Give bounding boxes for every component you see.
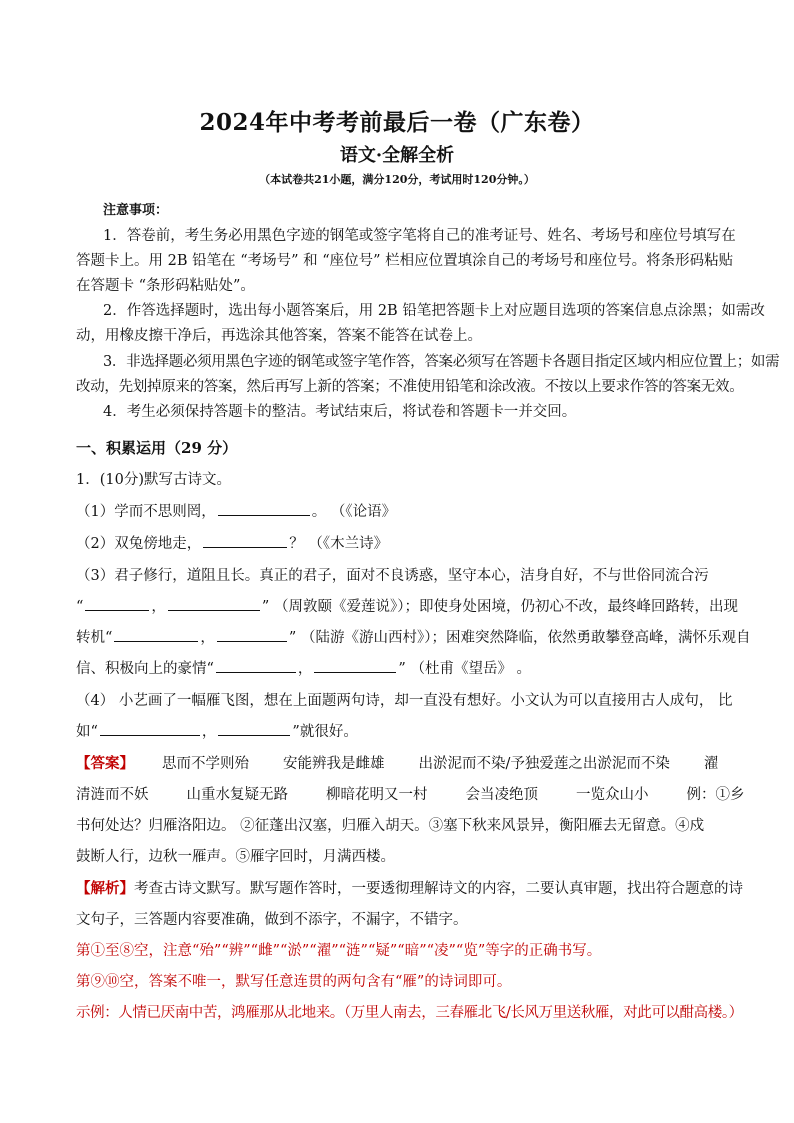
question-1-1: （1）学而不思则罔， 。 （《论语》 (76, 500, 396, 521)
answer-blank (314, 658, 396, 673)
section-heading: 一、积累运用（29 分） (76, 439, 238, 457)
notice-item-3b: 改动，先划掉原来的答案，然后再写上新的答案；不准使用铅笔和涂改液。不按以上要求作答的答案无效。 (76, 379, 744, 395)
question-1-stem: 1．(10分)默写古诗文。 (76, 472, 231, 488)
analysis-line-3: 第①至⑧空，注意“殆”“辨”“雌”“淤”“濯”“涟”“疑”“暗”“凌”“览”等字的正确书写。 (76, 943, 602, 959)
question-1-3a: （3）君子修行，道阻且长。真正的君子，面对不良诱惑，坚守本心，洁身自好，不与世俗同流合污 (76, 568, 709, 584)
notice-heading: 注意事项： (103, 203, 169, 218)
analysis-line-5: 示例：人情已厌南中苦，鸿雁那从北地来。（万里人南去，三春雁北飞/长风万里送秋雁，对此可以酣高楼。） (76, 1005, 743, 1021)
answer-blank (203, 533, 287, 548)
answer-row-3: 书何处达？归雁洛阳边。 ②征蓬出汉塞，归雁入胡天。③塞下秋来风景异，衡阳雁去无留意。④戍 (76, 818, 705, 834)
analysis-line-2: 文句子，三答题内容要准确，做到不添字，不漏字，不错字。 (76, 912, 468, 928)
question-1-4a: （4） 小艺画了一幅雁飞图，想在上面题两句诗，却一直没有想好。小文认为可以直接用古人成句， 比 (76, 693, 733, 709)
answer-label: 【答案】 (76, 755, 134, 772)
notice-item-1c: 在答题卡 “条形码粘贴处”。 (76, 278, 255, 294)
answer-blank (217, 627, 287, 642)
answer-blank (168, 596, 260, 611)
notice-item-3a: 3．非选择题必须用黑色字迹的钢笔或签字笔作答，答案必须写在答题卡各题目指定区域内相应位置上；如需 (103, 354, 780, 370)
question-1-4b: 如“ ， ”就很好。 (76, 720, 358, 741)
answer-blank (218, 501, 310, 516)
notice-item-2a: 2．作答选择题时，选出每小题答案后，用 2B 铅笔把答题卡上对应题目选项的答案信息点涂黑；如需改 (103, 303, 765, 319)
question-1-3b: “ ， ” （周敦颐《爱莲说》）；即使身处困境，仍初心不改，最终峰回路转，出现 (76, 595, 738, 616)
page-subtitle: 语文·全解全析 (339, 145, 455, 166)
question-1-3c: 转机“ ， ” （陆游《游山西村》）；困难突然降临，依然勇敢攀登高峰，满怀乐观自 (76, 626, 750, 647)
page-title: 2024年中考考前最后一卷（广东卷） (199, 109, 595, 136)
answer-blank (218, 721, 290, 736)
answer-row-4: 鼓断人行，边秋一雁声。⑤雁字回时，月满西楼。 (76, 849, 395, 865)
answer-blank (216, 658, 296, 673)
answer-row-2: 清涟而不妖 山重水复疑无路 柳暗花明又一村 会当凌绝顶 一览众山小 例：①乡 (76, 787, 745, 803)
notice-item-2b: 动，用橡皮擦干净后，再选涂其他答案，答案不能答在试卷上。 (76, 328, 482, 344)
question-1-3d: 信、积极向上的豪情“ ， ” （杜甫《望岳》 。 (76, 657, 531, 678)
exam-note: （本试卷共21小题，满分120分，考试用时120分钟。） (259, 173, 535, 186)
question-1-2: （2）双兔傍地走， ？ （《木兰诗》 (76, 532, 388, 553)
answer-blank (85, 596, 149, 611)
answer-blank (100, 721, 200, 736)
notice-item-1b: 答题卡上。用 2B 铅笔在 “考场号” 和 “座位号” 栏相应位置填涂自己的考场号和座位号。将条形码粘贴 (76, 253, 734, 269)
answer-blank (114, 627, 198, 642)
analysis-line-4: 第⑨⑩空，答案不唯一，默写任意连贯的两句含有“雁”的诗词即可。 (76, 974, 512, 990)
notice-item-4: 4．考生必须保持答题卡的整洁。考试结束后，将试卷和答题卡一并交回。 (103, 404, 577, 420)
answer-row-1: 【答案】 思而不学则殆 安能辨我是雌雄 出淤泥而不染/予独爱莲之出淤泥而不染 濯 (76, 755, 719, 772)
analysis-line-1: 【解析】考查古诗文默写。默写题作答时，一要透彻理解诗文的内容，二要认真审题，找出符合题意的诗 (76, 880, 743, 897)
notice-item-1a: 1．答卷前，考生务必用黑色字迹的钢笔或签字笔将自己的准考证号、姓名、考场号和座位号填写在 (103, 228, 736, 244)
analysis-label: 【解析】 (76, 880, 134, 897)
